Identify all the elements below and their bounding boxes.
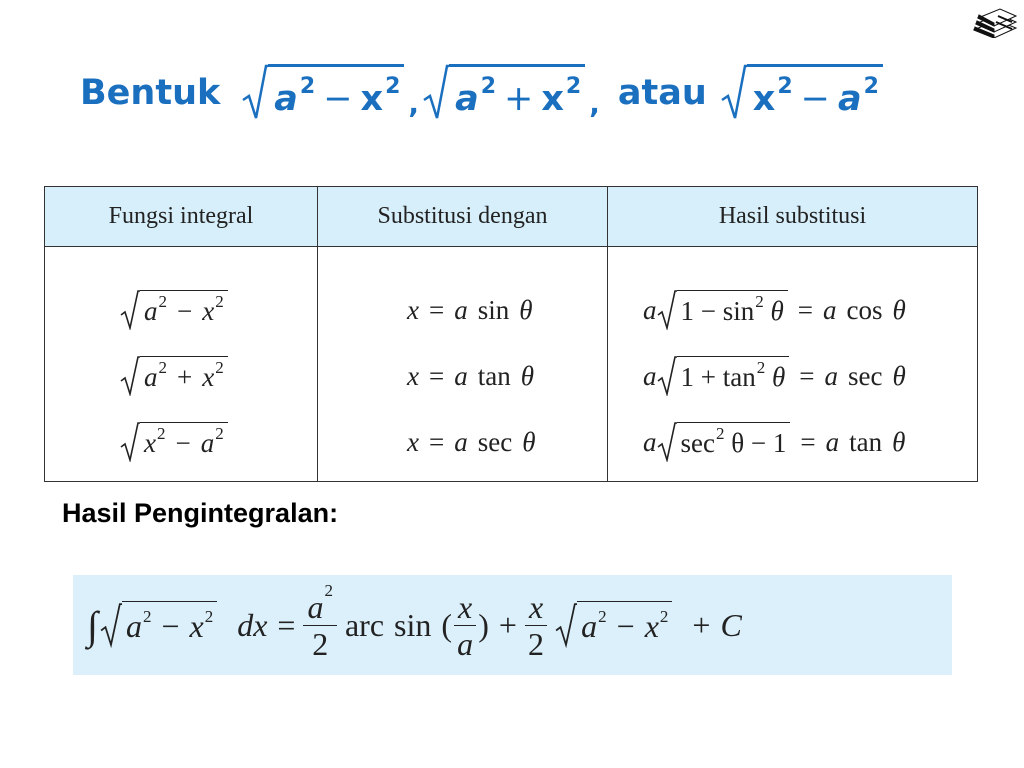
substitution-1: x = a sin θ xyxy=(407,294,533,325)
header-hasil-substitusi: Hasil substitusi xyxy=(608,187,978,247)
substitution-result-3: a sec $^2$ θ − 1 = a tan θ xyxy=(609,409,976,475)
substitution-3: x = a sec θ xyxy=(407,426,536,457)
substitution-result-2: a 1 + tan $^2$ θ = a sec θ xyxy=(609,343,976,409)
header-fungsi-integral: Fungsi integral xyxy=(45,187,318,247)
substitution-result-1: a 1 − sin $^2$ θ = a cos θ xyxy=(609,277,976,343)
title-sqrt-3: x $^2$ − a $^2$ xyxy=(721,64,883,122)
integral-sign: ∫ xyxy=(87,602,98,648)
substitution-cell xyxy=(318,247,608,482)
radical-icon xyxy=(555,601,577,649)
slide-title: Bentuk a $^2$ − x $^2$ , a $^2$ + x $^2$ , atau x $^2$ − a $^2$ xyxy=(80,48,883,138)
fraction-x-over-2: $\frac{x}{2}$ xyxy=(525,591,547,660)
radical-icon xyxy=(657,290,677,330)
integral-function-3: x $^2$ − a $^2$ xyxy=(46,409,316,475)
book-stack-logo-icon xyxy=(972,8,1018,38)
radical-icon xyxy=(721,64,747,122)
title-sqrt-2: a $^2$ + x $^2$ xyxy=(423,64,585,122)
radical-icon xyxy=(242,64,268,122)
integral-function-cell xyxy=(45,247,318,482)
integral-function-2: a $^2$ + x $^2$ xyxy=(46,343,316,409)
result-heading: Hasil Pengintegralan: xyxy=(62,498,339,528)
header-substitusi: Substitusi dengan xyxy=(318,187,608,247)
table-header-row xyxy=(45,187,978,247)
radical-icon xyxy=(423,64,449,122)
radical-icon xyxy=(657,422,677,462)
title-conjunction: atau xyxy=(617,73,707,113)
substitution-2: x = a tan θ xyxy=(407,360,534,391)
table-body-row xyxy=(45,247,978,482)
radical-icon xyxy=(120,356,140,396)
integration-result-formula: ∫ a $^2$ − x $^2$ dx = $\frac{a^2}{2}$ arc sin ( $\frac{x}{a}$ ) + $\frac{x}{2}$ a $^2$ − x $^2$ + C xyxy=(73,575,952,675)
substitution-result-cell xyxy=(608,247,978,482)
substitution-table xyxy=(44,186,978,482)
radical-icon xyxy=(120,422,140,462)
integral-function-1: a $^2$ − x $^2$ xyxy=(46,277,316,343)
title-prefix: Bentuk xyxy=(80,73,221,113)
radical-icon xyxy=(657,356,677,396)
radical-icon xyxy=(120,290,140,330)
radical-icon xyxy=(100,601,122,649)
fraction-a-squared-over-2: $\frac{a^2}{2}$ xyxy=(303,591,337,660)
fraction-x-over-a: $\frac{x}{a}$ xyxy=(454,591,476,660)
title-sqrt-1: a $^2$ − x $^2$ xyxy=(242,64,404,122)
